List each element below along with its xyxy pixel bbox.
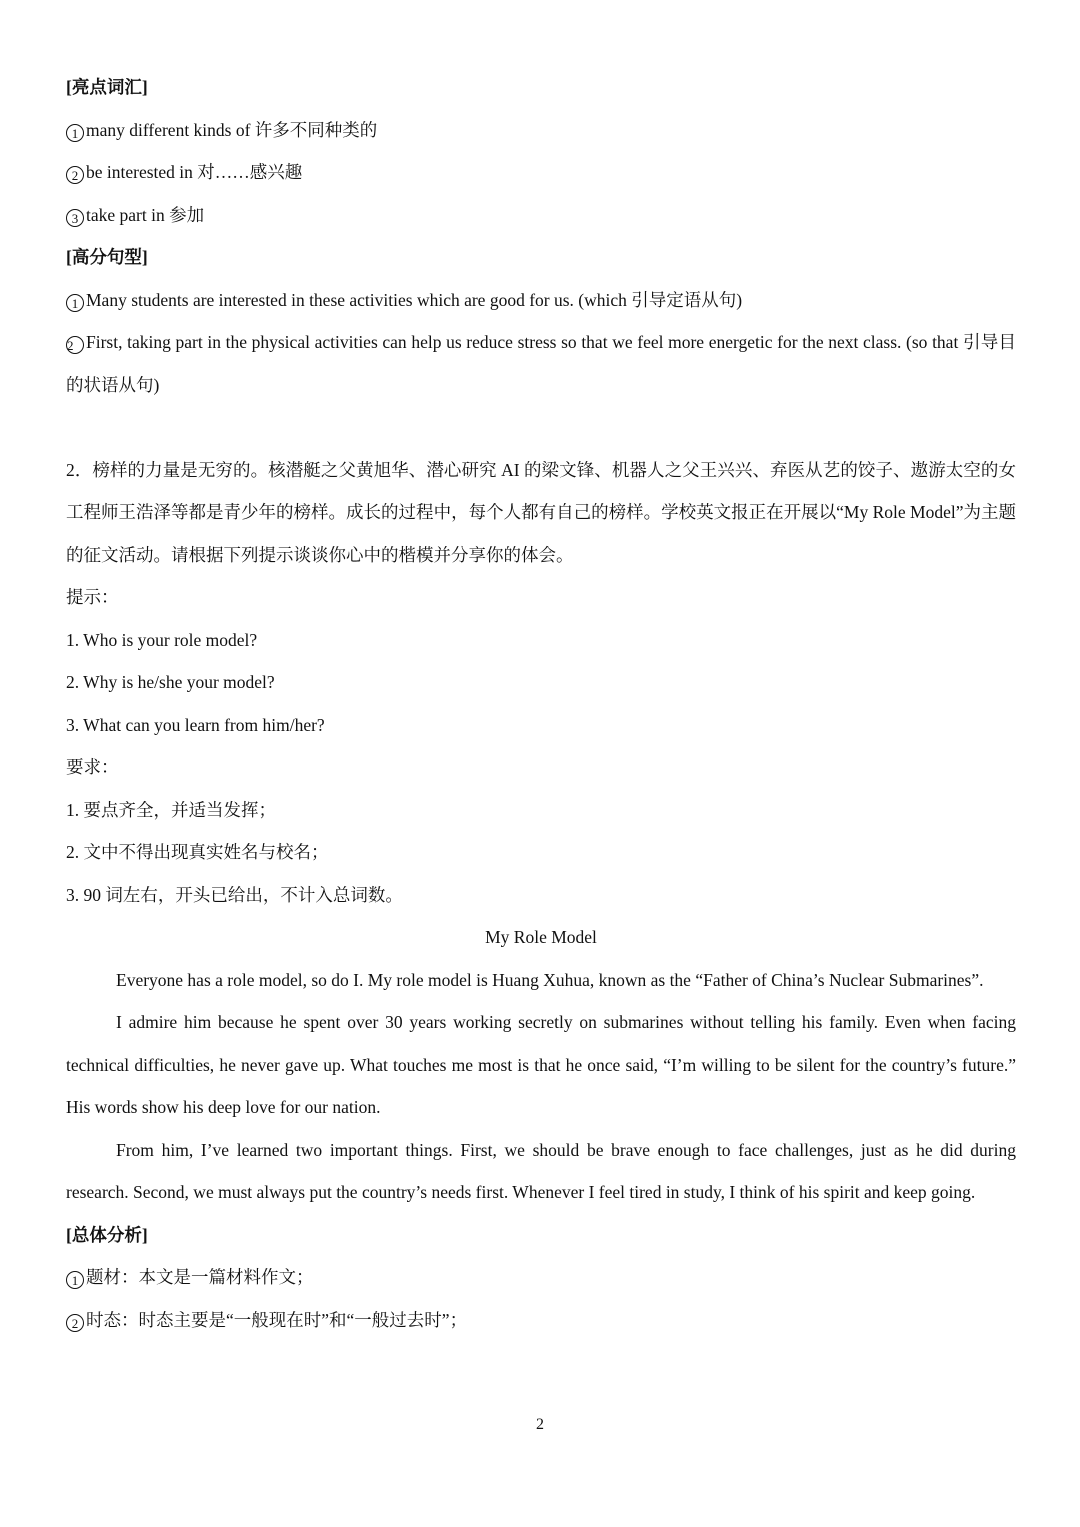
circled-number: 2 [66,166,84,184]
essay-paragraph: From him, I’ve learned two important things. First, we should be brave enough to face challenges, just as he did during research. Second, we must always put the country’s needs first. Whenever I feel tired in study, I think of his spirit and keep going. [66,1139,1016,1202]
sentence-item-text: First, taking part in the physical activities can help us reduce stress so that we feel more energetic for the next class. (so that 引导目的状语从句) [66,332,1016,395]
page-number: 2 [536,1416,544,1433]
document-page [66,66,1016,1341]
vocab-item-text: take part in 参加 [86,204,205,225]
vocab-item [66,151,1016,194]
hint-item: 1. Who is your role model? [66,629,258,650]
vocab-item [66,109,1016,152]
circled-number: 2 [66,336,84,354]
requirement-item: 3. 90 词左右，开头已给出，不计入总词数。 [66,884,403,905]
highlight-vocab-heading: [亮点词汇] [66,77,148,97]
essay-title: My Role Model [485,927,597,947]
sentence-item-text: Many students are interested in these activities which are good for us. (which 引导定语从句) [86,289,743,310]
vocab-item-text: many different kinds of 许多不同种类的 [86,119,378,140]
analysis-item-text: 时态：时态主要是“一般现在时”和“一般过去时”； [86,1309,468,1330]
vocab-item [66,194,1016,237]
circled-number: 1 [66,1271,84,1289]
analysis-item [66,1299,1016,1342]
circled-number: 3 [66,209,84,227]
overall-analysis-heading: [总体分析] [66,1224,148,1245]
spacer [66,406,1016,449]
requirements-label: 要求： [66,757,119,777]
vocab-item-text: be interested in 对……感兴趣 [86,162,303,182]
requirement-item: 2. 文中不得出现真实姓名与校名； [66,842,329,862]
sentence-item [66,279,1016,322]
analysis-item-text: 题材：本文是一篇材料作文； [86,1267,314,1287]
circled-number: 1 [66,294,84,312]
high-score-sentences-heading: [高分句型] [66,247,148,267]
hint-item: 2. Why is he/she your model? [66,672,275,692]
circled-number: 1 [66,124,84,142]
essay-paragraph: Everyone has a role model, so do I. My role model is Huang Xuhua, known as the “Father of China’s Nuclear Submarines”. [116,969,984,990]
sentence-item [66,321,1016,406]
circled-number: 2 [66,1314,84,1332]
hint-item: 3. What can you learn from him/her? [66,714,325,735]
analysis-item [66,1256,1016,1299]
requirement-item: 1. 要点齐全，并适当发挥； [66,799,276,820]
essay-paragraph: I admire him because he spent over 30 years working secretly on submarines without telling his family. Even when facing technical difficulties, he never gave up. What touches me most is that he once said, “I’m willing to be silent for the country’s future.” His words show his deep love for our nation. [66,1012,1016,1117]
hints-label: 提示： [66,587,119,607]
question-prompt: 2．榜样的力量是无穷的。核潜艇之父黄旭华、潜心研究 AI 的梁文锋、机器人之父王兴兴、弃医从艺的饺子、遨游太空的女工程师王浩泽等都是青少年的榜样。成长的过程中，每个人都有自己的榜样。学校英文报正在开展以“My Role Model”为主题的征文活动。请根据下列提示谈谈你心中的楷模并分享你的体会。 [66,459,1016,565]
